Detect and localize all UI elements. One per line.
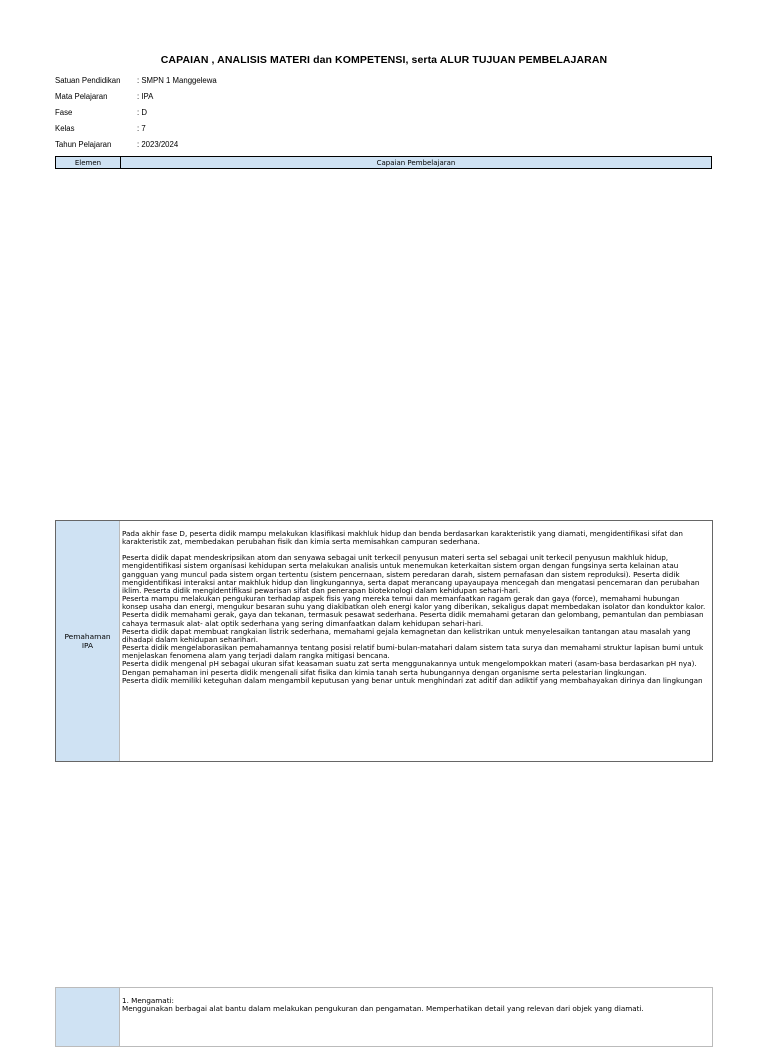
- capaian-paragraph: Peserta didik mengelaborasikan pemahamannya tentang posisi relatif bumi-bulan-matahari dalam sistem tata surya dan memahami struktur lapisan bumi untuk menjelaskan fenomena alam yang terjadi dalam rangka mitigasi bencana.: [122, 643, 704, 661]
- capaian-paragraph: Menggunakan berbagai alat bantu dalam melakukan pengukuran dan pengamatan. Memperhatikan detail yang relevan dari objek yang diamati.: [122, 1004, 644, 1014]
- table-header: [55, 156, 712, 169]
- info-row-fase: [55, 104, 217, 120]
- capaian-paragraph: 1. Mengamati:: [122, 996, 174, 1005]
- info-section: [55, 72, 217, 153]
- element-cell: [56, 521, 120, 761]
- info-value: : 2023/2024: [137, 140, 179, 150]
- table-row-pemahaman-ipa: [55, 520, 713, 762]
- capaian-cell: [120, 988, 712, 1046]
- capaian-paragraph: Peserta mampu melakukan pengukuran terhadap aspek fisis yang mereka temui dan memanfaatkan ragam gerak dan gaya (force), memahami hubungan konsep usaha dan energi, mengukur besaran suhu yang diakibatkan oleh energi kalor yang diberikan, sekaligus dapat membedakan isolator dan konduktor kalor.: [122, 594, 706, 612]
- header-elemen: Elemen: [56, 157, 121, 168]
- info-value: : 7: [137, 124, 146, 134]
- info-row-satuan: [55, 72, 217, 88]
- info-value: : IPA: [137, 91, 154, 101]
- header-capaian: Capaian Pembelajaran: [376, 158, 456, 167]
- info-row-mapel: [55, 88, 217, 104]
- capaian-cell: [120, 521, 712, 761]
- element-label-line2: IPA: [81, 641, 94, 650]
- capaian-paragraph: Peserta didik memahami gerak, gaya dan tekanan, termasuk pesawat sederhana. Peserta didik memahami getaran dan gelombang, pemantulan dan pembiasan cahaya termasuk alat- alat optik sederhana yang sering dimanfaatkan dalam kehidupan sehari-hari.: [122, 610, 704, 628]
- info-label: Mata Pelajaran: [55, 91, 108, 101]
- capaian-paragraph: Peserta didik mengenal pH sebagai ukuran sifat keasaman suatu zat serta menggunakannya untuk mengelompokkan materi (asam-basa berdasarkan pH nya). Dengan pemahaman ini peserta didik mengenali sifat fisika dan kimia tanah serta hubungannya dengan organisme serta pelestarian lingkungan.: [122, 659, 697, 677]
- info-row-tahun: [55, 137, 217, 153]
- page-title: CAPAIAN , ANALISIS MATERI dan KOMPETENSI, serta ALUR TUJUAN PEMBELAJARAN: [160, 54, 608, 66]
- info-value: : SMPN 1 Manggelewa: [137, 75, 217, 85]
- info-value: : D: [137, 107, 147, 117]
- info-label: Kelas: [55, 124, 75, 134]
- info-label: Tahun Pelajaran: [55, 140, 112, 150]
- capaian-paragraph: Peserta didik dapat mendeskripsikan atom dan senyawa sebagai unit terkecil penyusun materi serta sel sebagai unit terkecil penyusun makhluk hidup, mengidentifikasi sistem organisasi kehidupan serta melakukan analisis untuk menemukan keterkaitan sistem organ dengan fungsinya serta kelainan atau gangguan yang muncul pada sistem organ tertentu (sistem pencernaan, sistem peredaran darah, sistem pernafasan dan sistem reproduksi). Peserta didik mengidentifikasi interaksi antar makhluk hidup dan lingkungannya, serta dapat merancang upayaupaya mencegah dan mengatasi pencemaran dan perubahan iklim. Peserta didik mengidentifikasi pewarisan sifat dan penerapan bioteknologi dalam kehidupan sehari-hari.: [122, 553, 700, 595]
- capaian-paragraph: Pada akhir fase D, peserta didik mampu melakukan klasifikasi makhluk hidup dan benda berdasarkan karakteristik yang diamati, mengidentifikasi sifat dan karakteristik zat, membedakan perubahan fisik dan kimia serta memisahkan campuran sederhana.: [122, 529, 683, 547]
- table-row-proses: [55, 987, 713, 1047]
- info-label: Satuan Pendidikan: [55, 75, 121, 85]
- capaian-paragraph: Peserta didik dapat membuat rangkaian listrik sederhana, memahami gejala kemagnetan dan kelistrikan untuk menyelesaikan tantangan atau masalah yang dihadapi dalam kehidupan seharihari.: [122, 626, 691, 644]
- element-cell: [56, 988, 120, 1046]
- info-label: Fase: [55, 107, 73, 117]
- info-row-kelas: [55, 121, 217, 137]
- element-label-line1: Pemahaman: [64, 632, 111, 641]
- capaian-paragraph: Peserta didik memiliki keteguhan dalam mengambil keputusan yang benar untuk menghindari zat aditif dan adiktif yang membahayakan dirinya dan lingkungan: [122, 675, 703, 685]
